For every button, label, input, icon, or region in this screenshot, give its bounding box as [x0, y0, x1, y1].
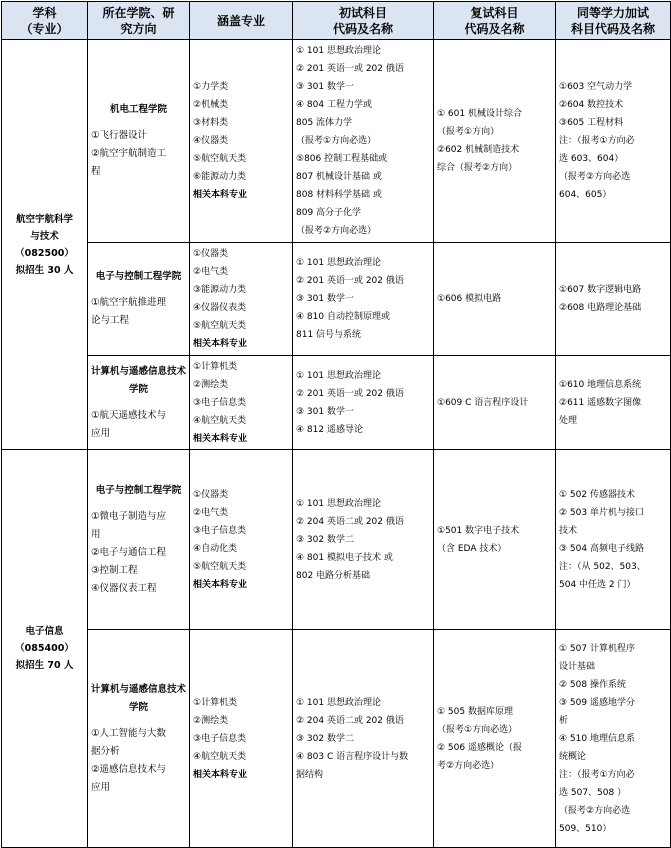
research-direction: 应用 [91, 427, 111, 439]
initial-exam-cell [293, 243, 434, 356]
spacer [91, 717, 186, 725]
spacer [91, 500, 186, 508]
extra-exam-item: 604、605） [559, 190, 612, 200]
extra-exam-item: ④ 510 地理信息系 [559, 733, 635, 744]
initial-exam-cell [293, 630, 434, 848]
table-row [2, 40, 671, 243]
college-name: 计算机与遥感信息技术学院 [91, 365, 187, 395]
college-cell [88, 356, 190, 450]
retest-item: 考②方向必选） [437, 760, 500, 771]
header-majors [190, 2, 293, 40]
research-direction: ①航空宇航推进理 [91, 297, 167, 308]
initial-exam-item: ③ 301 数学一 [296, 82, 354, 92]
extra-exam-item: ①603 空气动力学 [559, 82, 633, 92]
spacer [91, 119, 186, 127]
extra-exam-item: 509、510） [559, 823, 612, 834]
research-direction: 程 [91, 166, 101, 177]
major-item: ④仪器类 [193, 136, 229, 146]
table-row [2, 630, 671, 848]
initial-exam-cell [293, 40, 434, 243]
header-text: （专业） [20, 21, 69, 36]
initial-exam-item: ② 201 英语一或 202 俄语 [296, 64, 404, 74]
spacer [91, 399, 186, 407]
initial-exam-item: ① 101 思想政治理论 [296, 258, 381, 268]
initial-exam-item: ④ 812 遥感导论 [296, 424, 363, 435]
header-text: 涵盖专业 [216, 13, 265, 28]
extra-exam-item: （报考②方向必选 [559, 805, 631, 816]
spacer [91, 286, 186, 294]
initial-exam-item: ③ 301 数学一 [296, 406, 354, 417]
extra-exam-item: ① 502 传感器技术 [559, 489, 635, 500]
major-item: ①仪器类 [193, 489, 229, 500]
extra-exam-item: 选 603、604） [559, 154, 624, 164]
major-item: ②测绘类 [193, 715, 229, 726]
initial-exam-item: ① 101 思想政治理论 [296, 498, 381, 509]
majors-cell [190, 243, 293, 356]
header-initial-exam [293, 2, 434, 40]
extra-exam-cell [556, 630, 671, 848]
retest-cell [434, 356, 556, 450]
research-direction: ②遥感信息技术与 [91, 763, 167, 775]
majors-cell [190, 630, 293, 848]
extra-exam-item: ③605 工程材料 [559, 118, 624, 128]
header-row [2, 2, 671, 40]
major-item: ②电气类 [193, 507, 229, 518]
header-text: 科目代码及名称 [570, 21, 655, 36]
initial-exam-item: ③ 302 数学二 [296, 733, 354, 744]
initial-exam-cell [293, 450, 434, 630]
subject-line: （082500） [15, 247, 74, 259]
header-text: 初试科目 [338, 5, 387, 20]
subject-line: 拟招生 30 人 [15, 264, 74, 276]
subject-line: 航空宇航科学 [15, 213, 73, 225]
research-direction: ②航空宇航制造工 [91, 148, 167, 159]
major-item: ⑤航空航天类 [193, 321, 247, 331]
extra-exam-item: ①607 数字逻辑电路 [559, 285, 642, 295]
retest-item: （报考①方向） [437, 127, 500, 137]
research-direction: ④仪器仪表工程 [91, 582, 157, 594]
research-direction: 应用 [91, 781, 111, 793]
retest-item: ①606 模拟电路 [437, 294, 502, 304]
subject-line: 电子信息 [25, 626, 64, 637]
major-item: ①计算机类 [193, 361, 238, 372]
extra-exam-item: ③ 509 遥感地学分 [559, 697, 635, 708]
subject-cell [2, 40, 88, 450]
research-direction: ②电子与通信工程 [91, 546, 167, 558]
initial-exam-item: （报考①方向必选） [296, 136, 377, 146]
initial-exam-item: ④ 810 自动控制原理或 [296, 312, 390, 322]
retest-cell [434, 630, 556, 848]
initial-exam-item: ② 201 英语一或 202 俄语 [296, 388, 404, 399]
extra-exam-item: 技术 [559, 525, 578, 536]
college-cell [88, 40, 190, 243]
header-text: 所在学院、研 [102, 5, 175, 20]
subject-line: 与技术 [30, 230, 59, 242]
majors-note: 相关本科专业 [193, 190, 248, 200]
initial-exam-item: ① 101 思想政治理论 [296, 697, 381, 708]
initial-exam-item: ① 101 思想政治理论 [296, 46, 381, 56]
extra-exam-item: ②604 数控技术 [559, 100, 624, 110]
major-item: ③材料类 [193, 118, 229, 128]
extra-exam-cell [556, 356, 671, 450]
college-cell [88, 450, 190, 630]
initial-exam-item: ③ 301 数学一 [296, 294, 354, 304]
retest-cell [434, 243, 556, 356]
extra-exam-item: ② 508 操作系统 [559, 679, 626, 690]
retest-item: ②602 机械制造技术 [437, 145, 520, 155]
header-text: 同等学力加试 [576, 5, 649, 20]
extra-exam-item: 注：（报考①方向必 [559, 769, 635, 780]
initial-exam-item: 811 信号与系统 [296, 330, 362, 340]
extra-exam-item: ① 507 计算机程序 [559, 643, 635, 654]
initial-exam-item: ④ 803 C 语言程序设计与数 [296, 751, 409, 762]
retest-item: ② 506 遥感概论（报 [437, 742, 522, 753]
initial-exam-item: 808 材料科学基础 或 [296, 190, 382, 200]
majors-note: 相关本科专业 [193, 433, 248, 444]
header-college [88, 2, 190, 40]
major-item: ①计算机类 [193, 697, 238, 708]
retest-item: ① 601 机械设计综合 [437, 109, 522, 119]
extra-exam-item: 注：（报考①方向必 [559, 136, 635, 146]
initial-exam-item: 809 高分子化学 [296, 208, 362, 218]
extra-exam-item: ②608 电路理论基础 [559, 303, 642, 313]
header-subject [2, 2, 88, 40]
major-item: ⑤航空航天类 [193, 154, 247, 164]
table-body [2, 40, 671, 848]
header-text: 代码及名称 [332, 21, 393, 36]
majors-note: 相关本科专业 [193, 769, 248, 780]
majors-cell [190, 40, 293, 243]
research-direction: ①微电子制造与应 [91, 510, 167, 522]
majors-cell [190, 450, 293, 630]
retest-item: ①609 C 语言程序设计 [437, 397, 529, 408]
college-name: 机电工程学院 [109, 104, 167, 115]
extra-exam-item: 统概论 [559, 751, 587, 762]
header-retest [434, 2, 556, 40]
subject-line: 拟招生 70 人 [15, 660, 74, 671]
major-item: ①力学类 [193, 82, 229, 92]
major-item: ②电气类 [193, 267, 229, 277]
extra-exam-item: ②611 遥感数字图像 [559, 397, 642, 408]
extra-exam-item: 处理 [559, 415, 578, 426]
extra-exam-item: 设计基础 [559, 661, 596, 672]
initial-exam-item: （报考②方向必选） [296, 226, 377, 236]
extra-exam-item: （报考②方向必选 [559, 172, 631, 182]
major-item: ①仪器类 [193, 249, 229, 259]
retest-cell [434, 40, 556, 243]
initial-exam-item: ④ 804 工程力学或 [296, 100, 372, 110]
initial-exam-item: ③ 302 数学二 [296, 534, 354, 545]
initial-exam-item: ② 204 英语二或 202 俄语 [296, 715, 404, 726]
major-item: ③能源动力类 [193, 285, 247, 295]
retest-item: ①501 数字电子技术 [437, 525, 520, 536]
research-direction: 论与工程 [91, 315, 130, 326]
initial-exam-cell [293, 356, 434, 450]
retest-item: （报考①方向必选） [437, 724, 518, 735]
extra-exam-item: 选 507、508 ） [559, 787, 627, 798]
major-item: ③电子信息类 [193, 397, 247, 408]
initial-exam-item: ① 101 思想政治理论 [296, 370, 381, 381]
majors-note: 相关本科专业 [193, 579, 248, 590]
research-direction: ①飞行器设计 [91, 130, 148, 141]
retest-item: （含 EDA 技术） [437, 543, 507, 554]
research-direction: ①航天遥感技术与 [91, 409, 167, 421]
header-text: 学科 [32, 5, 57, 20]
majors-cell [190, 356, 293, 450]
table-row [2, 243, 671, 356]
college-cell [88, 243, 190, 356]
header-text: 究方向 [120, 21, 157, 36]
header-text: 代码及名称 [464, 21, 525, 36]
major-item: ②测绘类 [193, 379, 229, 390]
initial-exam-item: ⑤806 控制工程基础或 [296, 154, 388, 164]
subject-cell [2, 450, 88, 848]
admissions-table [1, 1, 671, 848]
major-item: ④仪器仪表类 [193, 303, 247, 313]
initial-exam-item: ② 201 英语一或 202 俄语 [296, 276, 404, 286]
college-name: 电子与控制工程学院 [95, 271, 182, 282]
major-item: ②机械类 [193, 100, 229, 110]
research-direction: 用 [91, 528, 101, 540]
subject-line: （085400） [15, 643, 74, 654]
extra-exam-item: ③ 504 高频电子线路 [559, 543, 644, 554]
header-text: 复试科目 [470, 5, 519, 20]
retest-cell [434, 450, 556, 630]
header-extra-exam [556, 2, 671, 40]
major-item: ④自动化类 [193, 543, 238, 554]
table-row [2, 356, 671, 450]
extra-exam-item: 析 [559, 715, 569, 726]
initial-exam-item: ② 204 英语二或 202 俄语 [296, 516, 404, 527]
extra-exam-item: ② 503 单片机与接口 [559, 507, 644, 518]
majors-note: 相关本科专业 [193, 339, 248, 349]
major-item: ④航空航天类 [193, 415, 247, 426]
retest-item: ① 505 数据库原理 [437, 706, 513, 717]
extra-exam-item: 504 中任选 2 门） [559, 579, 636, 590]
research-direction: ①人工智能与大数 [91, 727, 167, 739]
initial-exam-item: ④ 801 模拟电子技术 或 [296, 552, 393, 563]
extra-exam-item: ①610 地理信息系统 [559, 379, 642, 390]
major-item: ④航空航天类 [193, 751, 247, 762]
table-row [2, 450, 671, 630]
research-direction: ③控制工程 [91, 564, 138, 576]
initial-exam-item: 据结构 [296, 769, 324, 780]
college-name: 计算机与遥感信息技术学院 [91, 683, 187, 713]
major-item: ③电子信息类 [193, 525, 247, 536]
initial-exam-item: 805 流体力学 [296, 118, 353, 128]
major-item: ⑥能源动力类 [193, 172, 247, 182]
extra-exam-cell [556, 40, 671, 243]
major-item: ③电子信息类 [193, 733, 247, 744]
research-direction: 据分析 [91, 745, 120, 757]
extra-exam-item: 注：（从 502、503、 [559, 561, 646, 572]
college-cell [88, 630, 190, 848]
initial-exam-item: 807 机械设计基础 或 [296, 172, 382, 182]
college-name: 电子与控制工程学院 [95, 484, 182, 496]
initial-exam-item: 802 电路分析基础 [296, 570, 371, 581]
extra-exam-cell [556, 243, 671, 356]
extra-exam-cell [556, 450, 671, 630]
major-item: ⑤航空航天类 [193, 561, 247, 572]
retest-item: 综合（报考②方向） [437, 163, 518, 173]
